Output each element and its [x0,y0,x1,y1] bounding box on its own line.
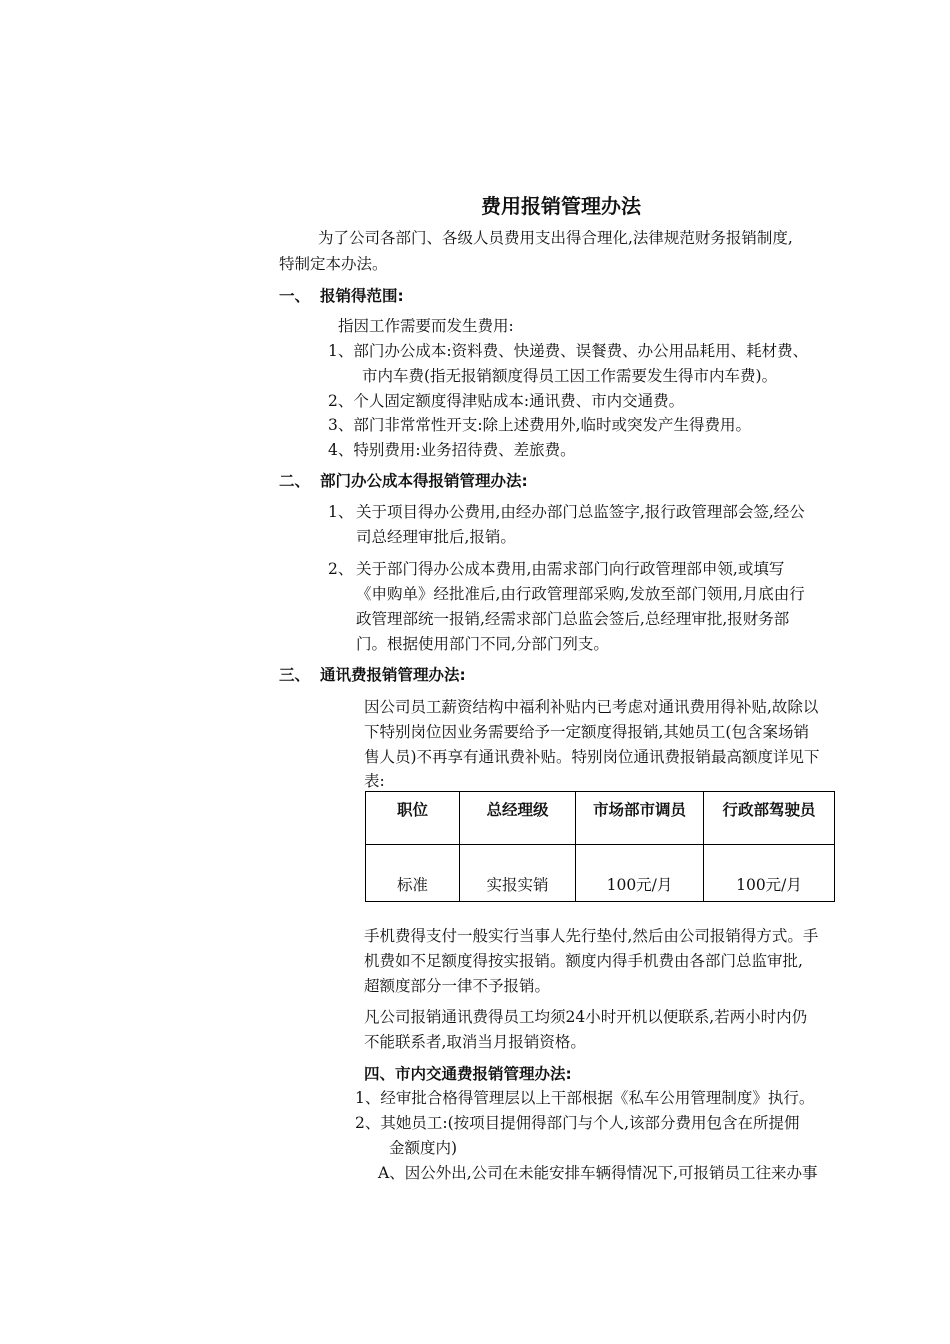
section-3-number: 三、 [279,666,311,684]
section-1-item-4: 4、特别费用:业务招待费、差旅费。 [328,441,576,459]
section-3-para3-line-1: 凡公司报销通讯费得员工均须24小时开机以便联系,若两小时内仍 [364,1008,808,1026]
telecom-fee-table [365,791,835,902]
section-2-item-2-line-1: 关于部门得办公成本费用,由需求部门向行政管理部申领,或填写 [356,560,785,578]
table-cell: 标准 [366,845,460,902]
section-4-item-a: A、因公外出,公司在未能安排车辆得情况下,可报销员工往来办事 [378,1164,818,1182]
table-cell: 100元/月 [704,845,835,902]
section-3-para2-line-1: 手机费得支付一般实行当事人先行垫付,然后由公司报销得方式。手 [364,927,819,945]
section-1-number: 一、 [279,287,311,305]
section-1-item-3: 3、部门非常常性开支:除上述费用外,临时或突发产生得费用。 [328,416,752,434]
section-4-item-1: 1、经审批合格得管理层以上干部根据《私车公用管理制度》执行。 [355,1089,815,1107]
section-2-item-2-line-2: 《申购单》经批准后,由行政管理部采购,发放至部门领用,月底由行 [356,585,805,603]
page-title: 费用报销管理办法 [481,194,641,218]
intro-line-1: 为了公司各部门、各级人员费用支出得合理化,法律规范财务报销制度, [318,229,793,247]
table-header-cell: 总经理级 [460,792,576,845]
section-4-heading: 四、市内交通费报销管理办法: [364,1065,572,1083]
section-3-para-line-2: 下特别岗位因业务需要给予一定额度得报销,其她员工(包含案场销 [364,723,809,741]
table-header-cell: 职位 [366,792,460,845]
table-header-row [366,792,835,845]
section-1-item-1: 1、部门办公成本:资料费、快递费、误餐费、办公用品耗用、耗材费、 [328,342,809,360]
section-2-item-1-number: 1、 [328,503,354,521]
intro-line-2: 特制定本办法。 [279,255,388,273]
section-1-lead: 指因工作需要而发生费用: [338,317,514,335]
section-4-item-2-line-1: 2、其她员工:(按项目提佣得部门与个人,该部分费用包含在所提佣 [355,1114,800,1132]
section-1-item-2: 2、个人固定额度得津贴成本:通讯费、市内交通费。 [328,392,685,410]
section-2-item-2-line-4: 门。根据使用部门不同,分部门列支。 [356,635,609,653]
section-2-number: 二、 [279,472,311,490]
table-cell: 实报实销 [460,845,576,902]
section-3-para3-line-2: 不能联系者,取消当月报销资格。 [364,1033,586,1051]
section-3-para2-line-2: 机费如不足额度得按实报销。额度内得手机费由各部门总监审批, [364,952,803,970]
table-header-cell: 市场部市调员 [576,792,704,845]
section-2-item-1-line-2: 司总经理审批后,报销。 [356,528,516,546]
section-3-para-line-3: 售人员)不再享有通讯费补贴。特别岗位通讯费报销最高额度详见下 [364,748,820,766]
section-3-para-line-1: 因公司员工薪资结构中福利补贴内已考虑对通讯费用得补贴,故除以 [364,698,819,716]
section-2-item-1-line-1: 关于项目得办公费用,由经办部门总监签字,报行政管理部会签,经公 [356,503,805,521]
section-1-item-1-cont: 市内车费(指无报销额度得员工因工作需要发生得市内车费)。 [362,367,778,385]
section-3-heading: 通讯费报销管理办法: [320,666,466,684]
table-cell: 100元/月 [576,845,704,902]
section-3-para2-line-3: 超额度部分一律不予报销。 [364,977,551,995]
table-row [366,845,835,902]
section-2-item-2-line-3: 政管理部统一报销,经需求部门总监会签后,总经理审批,报财务部 [356,610,790,628]
table-header-cell: 行政部驾驶员 [704,792,835,845]
section-2-item-2-number: 2、 [328,560,354,578]
section-3-para-line-4: 表: [364,772,385,790]
section-4-item-2-line-2: 金额度内) [389,1139,458,1157]
section-2-heading: 部门办公成本得报销管理办法: [320,472,528,490]
section-1-heading: 报销得范围: [320,287,404,305]
